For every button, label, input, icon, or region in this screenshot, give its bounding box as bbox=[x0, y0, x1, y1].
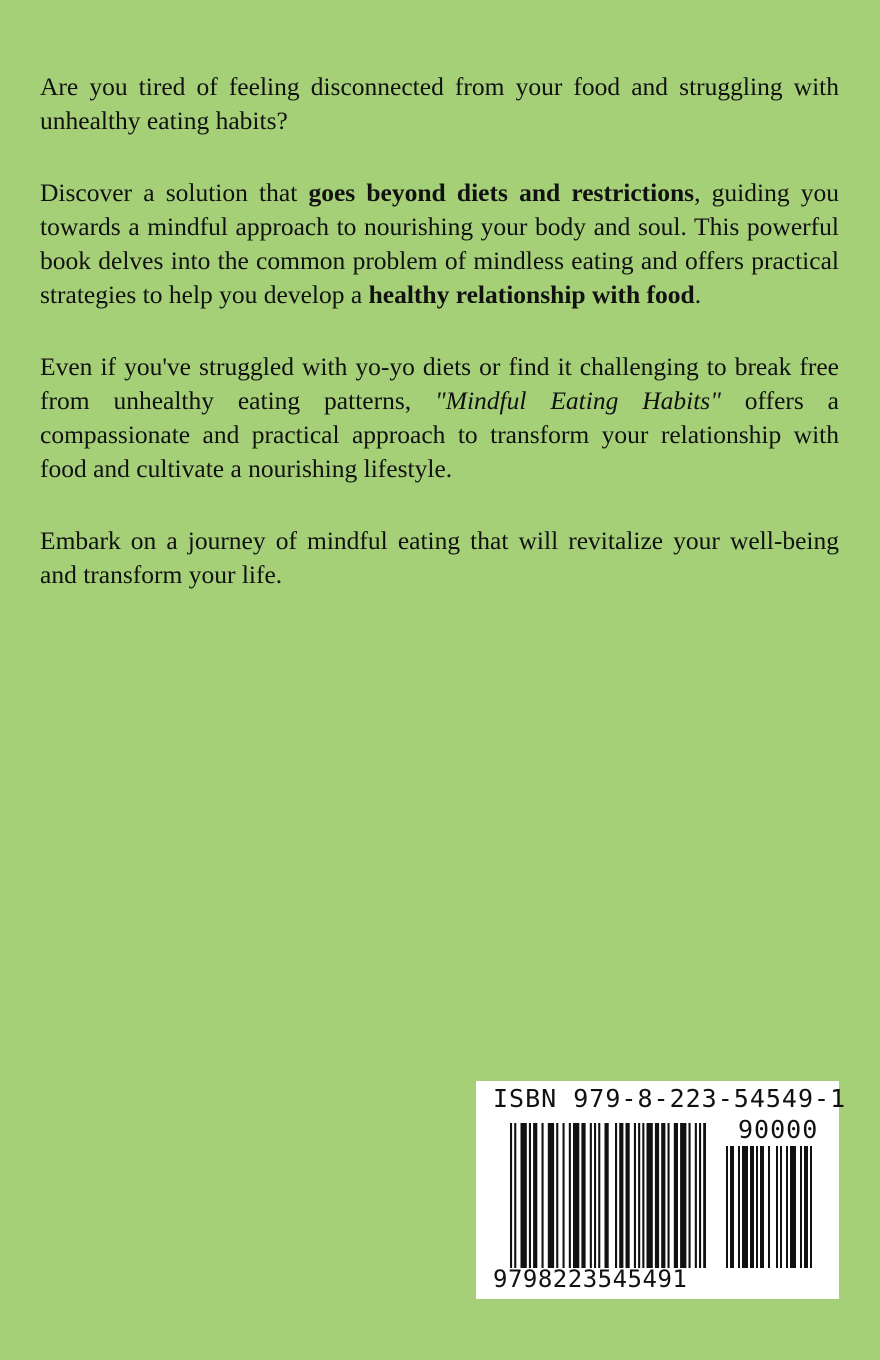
price-code: 90000 bbox=[738, 1115, 819, 1144]
barcode-bar bbox=[642, 1123, 644, 1268]
barcode-bar bbox=[750, 1146, 754, 1268]
barcode-bar bbox=[529, 1123, 531, 1268]
barcode-bar bbox=[634, 1123, 636, 1268]
barcode-bar bbox=[738, 1146, 740, 1268]
barcode-bar bbox=[680, 1123, 686, 1268]
barcode-bar bbox=[533, 1123, 537, 1268]
barcode-bar bbox=[542, 1123, 544, 1268]
barcode-bar bbox=[647, 1123, 653, 1268]
barcode-bar bbox=[594, 1123, 596, 1268]
blurb-text bbox=[40, 70, 839, 630]
barcode-bar bbox=[776, 1146, 778, 1268]
p2-body: , guiding you towards a mindful approach to nourishing your body and soul. This powerful book delves into the common problem of mindless eating and offers practical strategies to help you develop a bbox=[40, 178, 839, 309]
barcode-bar bbox=[615, 1123, 617, 1268]
barcode-bar bbox=[810, 1146, 812, 1268]
barcode-bar bbox=[800, 1146, 802, 1268]
barcode-bar bbox=[756, 1146, 758, 1268]
barcode-bar bbox=[569, 1123, 571, 1268]
barcode-bar bbox=[780, 1146, 782, 1268]
barcode-bar bbox=[699, 1123, 701, 1268]
barcode-bar bbox=[674, 1123, 678, 1268]
p3-body: offers a compassionate and practical approach to transform your relationship with food and cultivate a nourishing lifestyle. bbox=[40, 386, 840, 483]
barcode-bar bbox=[786, 1146, 788, 1268]
barcode-bar bbox=[521, 1123, 527, 1268]
barcode-bar bbox=[768, 1146, 770, 1268]
blurb-paragraph-3 bbox=[40, 350, 839, 486]
barcode-bar bbox=[619, 1123, 623, 1268]
barcode-bar bbox=[605, 1123, 609, 1268]
p2-end: . bbox=[694, 280, 702, 309]
barcode-bar bbox=[556, 1123, 558, 1268]
barcode-bar bbox=[573, 1123, 579, 1268]
barcode-bar bbox=[760, 1146, 764, 1268]
price-addon-barcode bbox=[726, 1146, 822, 1268]
isbn-label: ISBN 979-8-223-54549-1 bbox=[493, 1084, 847, 1113]
barcode-bar bbox=[514, 1123, 516, 1268]
barcode-bar bbox=[668, 1123, 670, 1268]
p3-book-title: "Mindful Eating Habits" bbox=[435, 386, 721, 415]
blurb-paragraph-1: Are you tired of feeling disconnected from your food and struggling with unhealthy eating habits? bbox=[40, 72, 839, 135]
barcode-bar bbox=[590, 1123, 592, 1268]
barcode-bar bbox=[730, 1146, 734, 1268]
barcode-bar bbox=[695, 1123, 697, 1268]
barcode-bar bbox=[790, 1146, 796, 1268]
p2-bold-diets: goes beyond diets and restrictions bbox=[308, 178, 695, 207]
barcode-bar bbox=[804, 1146, 808, 1268]
p2-bold-relationship: healthy relationship with food bbox=[368, 280, 695, 309]
barcode-bar bbox=[742, 1146, 748, 1268]
barcode-bar bbox=[548, 1123, 554, 1268]
blurb-paragraph-4: Embark on a journey of mindful eating that will revitalize your well-being and transform your life. bbox=[40, 526, 839, 589]
barcode-bar bbox=[703, 1123, 706, 1268]
ean-digits: 9798223545491 bbox=[493, 1265, 688, 1293]
ean13-barcode bbox=[510, 1123, 706, 1279]
barcode-bar bbox=[689, 1123, 691, 1268]
barcode-bar bbox=[598, 1123, 600, 1268]
barcode-bar bbox=[638, 1123, 640, 1268]
barcode-bar bbox=[563, 1123, 565, 1268]
blurb-paragraph-2 bbox=[40, 176, 839, 312]
barcode-bar bbox=[626, 1123, 630, 1268]
barcode-bar bbox=[661, 1123, 665, 1268]
p2-intro: Discover a solution that bbox=[40, 178, 309, 207]
barcode-bar bbox=[726, 1146, 728, 1268]
barcode-bar bbox=[655, 1123, 659, 1268]
p3-intro: Even if you've struggled with yo-yo diets or find it challenging to break free from unhealthy eating patterns, bbox=[40, 352, 839, 415]
barcode-bar bbox=[510, 1123, 512, 1268]
isbn-barcode-box bbox=[476, 1081, 847, 1299]
barcode-bar bbox=[581, 1123, 585, 1268]
